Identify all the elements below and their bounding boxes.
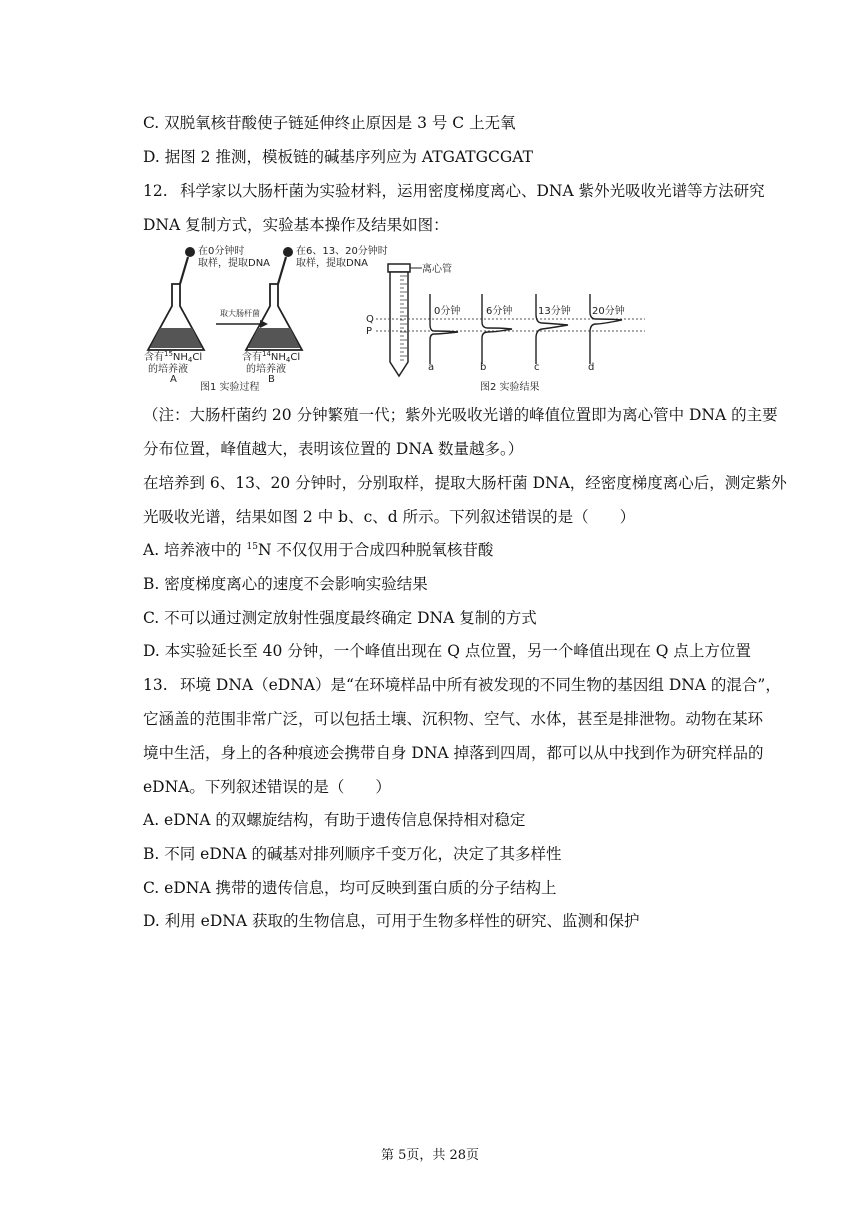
dropper-icon [278, 247, 293, 284]
note-line2: 分布位置，峰值越大，表明该位置的 DNA 数量越多。） [143, 440, 524, 458]
flask-b-medium: 的培养液 [246, 364, 286, 375]
flask-b-label: 含有$^{14}NH_4Cl$ [242, 350, 301, 364]
question-13-line1 [143, 675, 781, 695]
question-text: 科学家以大肠杆菌为实验材料，运用密度梯度离心、DNA 紫外光吸收光谱等方法研究 [180, 182, 765, 200]
svg-text:13分钟: 13分钟 [538, 306, 571, 317]
svg-text:0分钟: 0分钟 [434, 306, 461, 317]
flask-a-label: 含有$^{15}NH_4Cl$ [144, 350, 203, 364]
flask-a-letter: A [170, 374, 177, 385]
option-13c: C. eDNA 携带的遗传信息，均可反映到蛋白质的分子结构上 [143, 879, 557, 897]
question-text: 环境 DNA（eDNA）是“在环境样品中所有被发现的不同生物的基因组 DNA 的混合”， [180, 676, 781, 694]
dropper2-label-2: 取样，提取DNA [296, 258, 369, 269]
option-12d: D. 本实验延长至 40 分钟，一个峰值出现在 Q 点位置，另一个峰值出现在 Q 点上方位置 [143, 642, 751, 660]
figure1-caption: 图1 实验过程 [200, 382, 260, 393]
option-12a: A. 培养液中的 $^{15}$N 不仅仅用于合成四种脱氧核苷酸 [143, 541, 494, 559]
option-13a: A. eDNA 的双螺旋结构，有助于遗传信息保持相对稳定 [143, 811, 526, 829]
spectrum-a [428, 294, 460, 373]
flask-icon [148, 284, 204, 350]
experiment-figure [140, 244, 650, 394]
paragraph-line1: 在培养到 6、13、20 分钟时，分别取样，提取大肠杆菌 DNA，经密度梯度离心后，测定紫外 [143, 474, 787, 492]
dropper1-label-2: 取样，提取DNA [198, 258, 271, 269]
page-number: 第 5页，共 28页 [380, 1148, 480, 1163]
arrow-label: 取大肠杆菌 [220, 309, 260, 318]
svg-text:b: b [480, 362, 487, 373]
centrifuge-tube-icon [388, 264, 410, 376]
spectrum-b [480, 294, 512, 373]
question-13-line4: eDNA。下列叙述错误的是（ ） [143, 778, 391, 796]
svg-text:d: d [588, 362, 595, 373]
svg-text:20分钟: 20分钟 [592, 306, 625, 317]
dropper2-label: 在6、13、20分钟时 [296, 246, 388, 257]
flask-a-medium: 的培养液 [148, 364, 188, 375]
option-12c: C. 不可以通过测定放射性强度最终确定 DNA 复制的方式 [143, 609, 537, 627]
question-12-line1 [143, 181, 765, 201]
p-label: P [366, 326, 373, 337]
flask-b-letter: B [268, 374, 275, 385]
spectrum-c [534, 294, 571, 373]
dropper1-label: 在0分钟时 [198, 246, 245, 257]
question-13-line2: 它涵盖的范围非常广泛，可以包括土壤、沉积物、空气、水体，甚至是排泄物。动物在某环 [143, 710, 764, 728]
question-13-line3: 境中生活，身上的各种痕迹会携带自身 DNA 掉落到四周，都可以从中找到作为研究样品的 [143, 744, 764, 762]
q-label: Q [366, 314, 374, 325]
question-number: 13. [143, 676, 168, 694]
spectrum-d [588, 294, 625, 373]
question-12-line2: DNA 复制方式，实验基本操作及结果如图： [143, 216, 449, 234]
option-12c-prev: C. 双脱氧核苷酸使子链延伸终止原因是 3 号 C 上无氧 [143, 114, 516, 132]
svg-text:a: a [428, 362, 435, 373]
option-13b: B. 不同 eDNA 的碱基对排列顺序千变万化，决定了其多样性 [143, 845, 562, 863]
option-12b: B. 密度梯度离心的速度不会影响实验结果 [143, 575, 428, 593]
dropper-icon [180, 247, 195, 284]
figure2-caption: 图2 实验结果 [480, 382, 540, 393]
svg-text:c: c [534, 362, 540, 373]
paragraph-line2: 光吸收光谱，结果如图 2 中 b、c、d 所示。下列叙述错误的是（ ） [143, 508, 636, 526]
tube-label: 离心管 [422, 264, 452, 275]
note-line1: （注：大肠杆菌约 20 分钟繁殖一代；紫外光吸收光谱的峰值位置即为离心管中 DNA 的主要 [143, 406, 778, 424]
question-number: 12. [143, 182, 168, 200]
option-13d: D. 利用 eDNA 获取的生物信息，可用于生物多样性的研究、监测和保护 [143, 912, 640, 930]
svg-text:6分钟: 6分钟 [486, 306, 513, 317]
option-11d-prev: D. 据图 2 推测，模板链的碱基序列应为 ATGATGCGAT [143, 148, 533, 166]
